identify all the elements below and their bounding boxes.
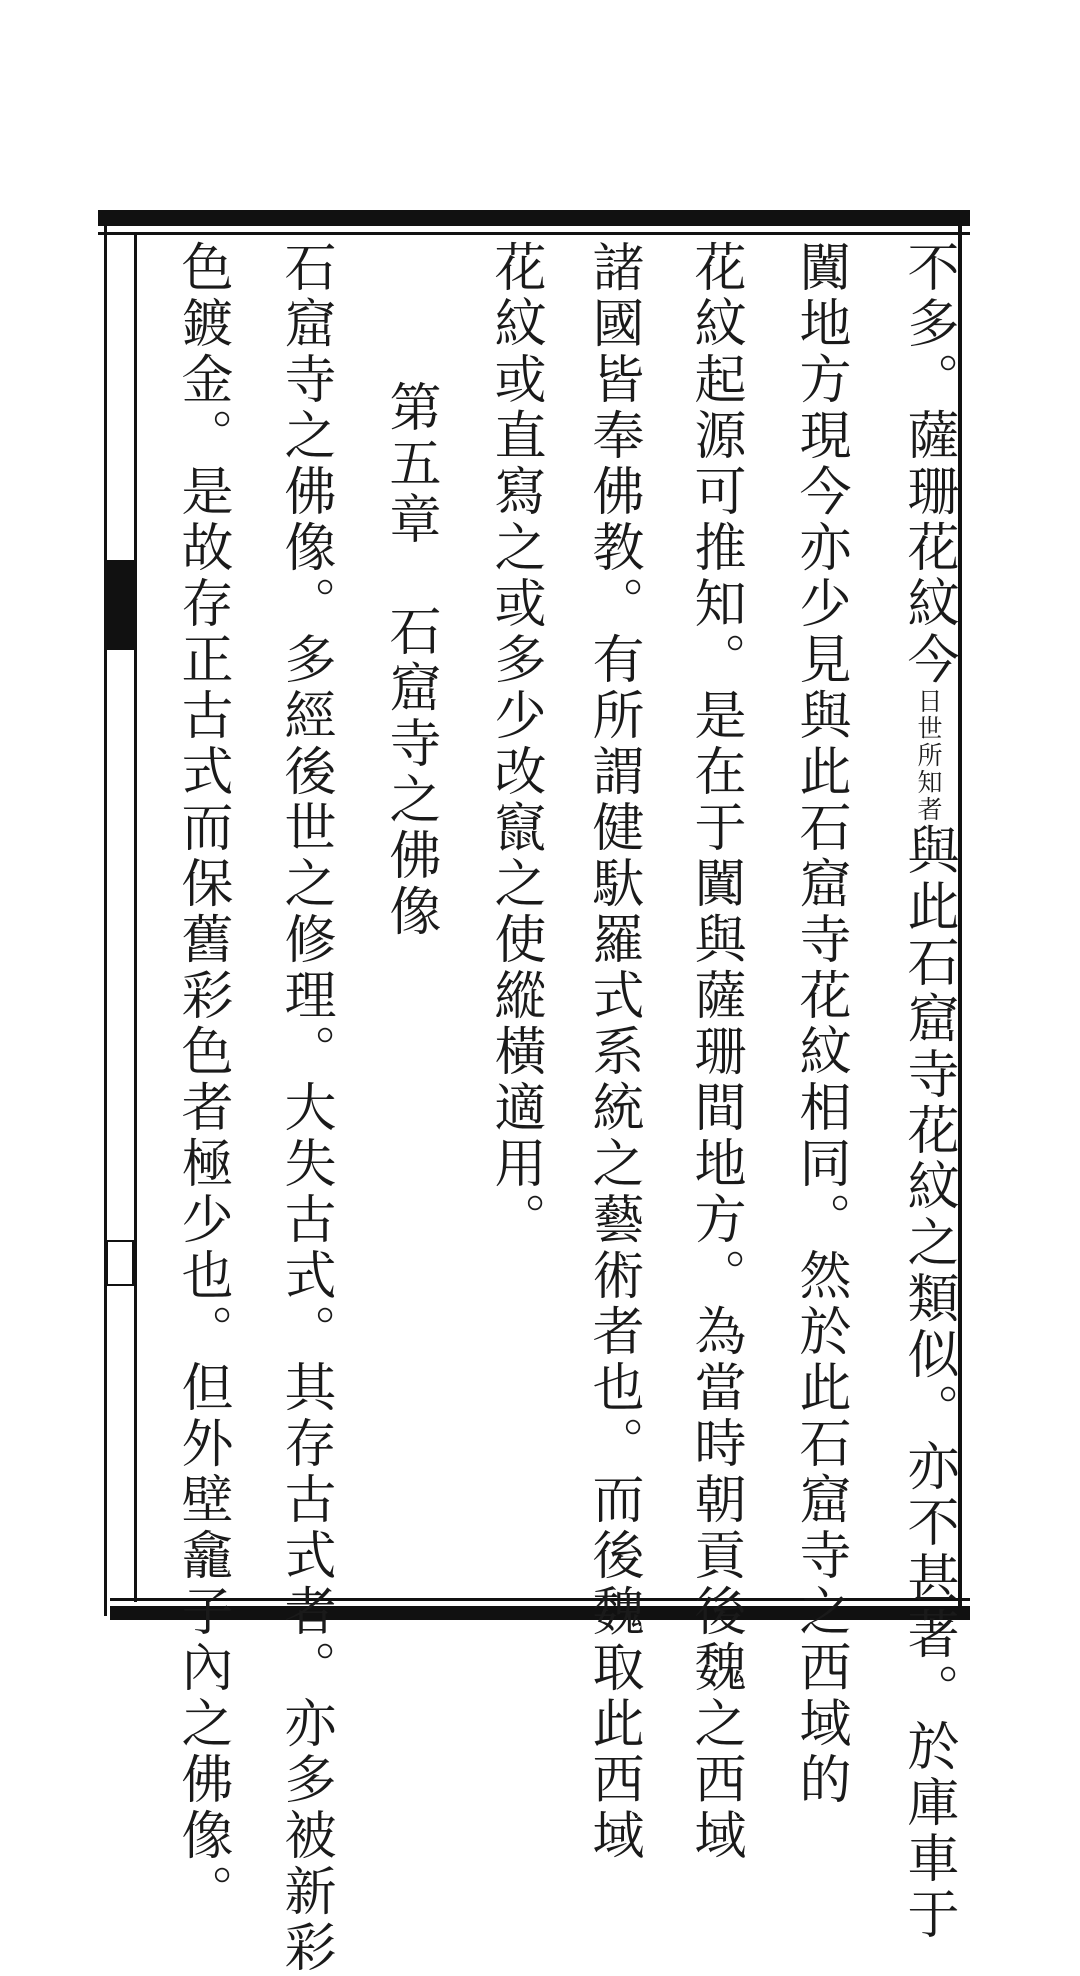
- interlinear-note: 日世所知者: [914, 688, 943, 823]
- text-column-4: 諸國皆奉佛教。有所謂健馱羅式系統之藝術者也。而後魏取此西域: [583, 240, 643, 1864]
- text-column-3: 花紋起源可推知。是在于闐與薩珊間地方。為當時朝貢後魏之西域: [685, 240, 745, 1864]
- chapter-heading: 第五章 石窟寺之佛像: [380, 380, 440, 940]
- text-column-5: 花紋或直寫之或多少改竄之使縱橫適用。: [485, 240, 545, 1248]
- spine-band: [106, 1240, 134, 1286]
- left-inner-rule: [134, 234, 137, 1602]
- left-outer-rule: [104, 224, 107, 1616]
- text-column-2: 闐地方現今亦少見與此石窟寺花紋相同。然於此石窟寺之西域的: [790, 240, 850, 1808]
- top-border-rule: [98, 210, 970, 226]
- column-1-text-start: 不多。薩珊花紋今: [898, 240, 958, 688]
- text-column-8: 色鍍金。是故存正古式而保舊彩色者極少也。但外壁龕子內之佛像。: [172, 240, 232, 1920]
- column-1-text-end: 與此石窟寺花紋之類似。亦不甚著。於庫車于: [898, 823, 958, 1943]
- fold-mark: [104, 560, 134, 650]
- top-inner-rule: [98, 232, 970, 235]
- text-column-7: 石窟寺之佛像。多經後世之修理。大失古式。其存古式者。亦多被新彩: [275, 240, 335, 1976]
- text-column-1: [878, 240, 978, 1943]
